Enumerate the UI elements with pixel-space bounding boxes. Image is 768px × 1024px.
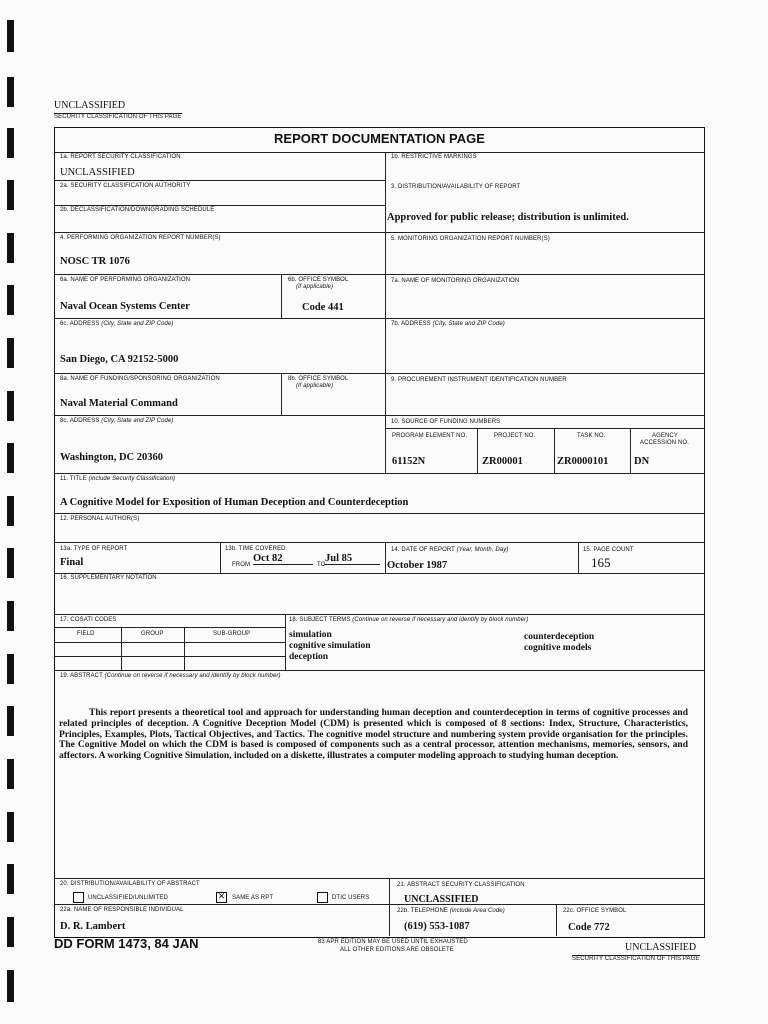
funding-org-name: Naval Material Command — [60, 398, 178, 409]
rule — [184, 627, 185, 670]
label-22b-text: 22b. TELEPHONE — [397, 908, 448, 914]
rule — [55, 573, 704, 574]
report-security-classification: UNCLASSIFIED — [60, 167, 135, 178]
label-3: 3. DISTRIBUTION/AVAILABILITY OF REPORT — [391, 184, 521, 190]
rule — [55, 627, 285, 628]
subject-term: deception — [289, 652, 329, 662]
rule — [630, 428, 631, 473]
time-covered-to: Jul 85 — [325, 553, 380, 565]
binding-mark — [7, 601, 14, 631]
responsible-individual: D. R. Lambert — [60, 921, 126, 932]
rule — [55, 656, 285, 657]
option-same-as-rpt: SAME AS RPT — [232, 895, 274, 901]
label-6a: 6a. NAME OF PERFORMING ORGANIZATION — [60, 277, 191, 283]
bottom-classification: UNCLASSIFIED — [625, 942, 697, 953]
subject-terms-right — [524, 632, 594, 654]
binding-mark — [7, 128, 14, 158]
label-8b: 8b. OFFICE SYMBOL — [288, 376, 349, 382]
label-8c — [60, 418, 174, 424]
binding-mark — [7, 812, 14, 842]
label-7b — [391, 321, 505, 327]
top-classification-caption: SECURITY CLASSIFICATION OF THIS PAGE — [54, 114, 182, 120]
col-group: GROUP — [141, 631, 164, 637]
label-13a: 13a. TYPE OF REPORT — [60, 546, 128, 552]
distribution-statement: Approved for public release; distribution is unlimited. — [387, 212, 629, 223]
form-title: REPORT DOCUMENTATION PAGE — [274, 131, 485, 146]
rule — [121, 627, 122, 670]
edition-note-2: ALL OTHER EDITIONS ARE OBSOLETE — [340, 947, 454, 953]
binding-mark — [7, 338, 14, 368]
form-frame — [54, 127, 705, 938]
rule — [578, 542, 579, 573]
funding-org-address: Washington, DC 20360 — [60, 452, 163, 463]
rule — [55, 642, 285, 643]
page-count: 165 — [591, 555, 611, 570]
performing-org-name: Naval Ocean Systems Center — [60, 301, 190, 312]
binding-mark — [7, 285, 14, 315]
binding-mark — [7, 391, 14, 421]
binding-mark — [7, 496, 14, 526]
report-type: Final — [60, 557, 84, 568]
rule — [55, 614, 704, 615]
form-number: DD FORM 1473, 84 JAN — [54, 936, 199, 951]
label-8c-sub: (City, State and ZIP Code) — [101, 418, 174, 424]
rule — [55, 904, 704, 905]
label-4: 4. PERFORMING ORGANIZATION REPORT NUMBER(S) — [60, 235, 221, 241]
label-1b: 1b. RESTRICTIVE MARKINGS — [391, 154, 477, 160]
abstract-text: This report presents a theoretical tool and approach for understanding human deception and counterdeception in terms of cognitive processes and related principles of deception. A Cognitive Deception Model (CDM) is presented which is composed of 8 sections: Index, Structure, Characteristics, Principles, Examples, Plots, Tactical Objectives, and Tactics. The cognitive model structure and numbering system provide organisation for the principles. The Cognitive Model on which the CDM is based is composed of components such as a central processor, attention mechanisms, memories, sensors, and affectors. A working Cognitive Simulation, included on a diskette, illustrates a computer modeling approach to studying human deception. — [59, 708, 688, 762]
col-task-no: TASK NO. — [577, 433, 606, 439]
office-symbol-22c: Code 772 — [568, 922, 610, 933]
label-8c-text: 8c. ADDRESS — [60, 418, 100, 424]
subject-term: cognitive models — [524, 643, 592, 653]
label-14-text: 14. DATE OF REPORT — [391, 547, 455, 553]
rule — [386, 428, 704, 429]
label-11 — [60, 476, 175, 482]
abstract-security-classification: UNCLASSIFIED — [404, 894, 479, 905]
label-18 — [289, 617, 528, 623]
label-14 — [391, 547, 508, 553]
top-classification: UNCLASSIFIED — [54, 100, 126, 111]
label-8a: 8a. NAME OF FUNDING/SPONSORING ORGANIZATION — [60, 376, 220, 382]
rule — [285, 614, 286, 670]
binding-mark — [7, 77, 14, 107]
label-22b-sub: (include Area Code) — [449, 908, 505, 914]
binding-mark — [7, 548, 14, 578]
binding-mark — [7, 970, 14, 1002]
unclassified-unlimited-checkbox[interactable] — [73, 892, 84, 903]
label-7a: 7a. NAME OF MONITORING ORGANIZATION — [391, 278, 520, 284]
rule — [55, 415, 704, 416]
rule — [55, 473, 704, 474]
rule — [385, 152, 386, 473]
rule — [556, 904, 557, 936]
label-6c — [60, 321, 174, 327]
performing-org-address: San Diego, CA 92152-5000 — [60, 354, 179, 365]
binding-mark — [7, 20, 14, 52]
label-2a: 2a. SECURITY CLASSIFICATION AUTHORITY — [60, 183, 191, 189]
subject-term: cognitive simulation — [289, 641, 371, 651]
program-element-no: 61152N — [392, 456, 426, 467]
rule — [55, 542, 704, 543]
label-2b: 2b. DECLASSIFICATION/DOWNGRADING SCHEDULE — [60, 207, 215, 213]
label-6c-sub: (City, State and ZIP Code) — [101, 321, 174, 327]
label-7b-sub: (City, State and ZIP Code) — [432, 321, 505, 327]
binding-mark — [7, 864, 14, 894]
binding-mark — [7, 759, 14, 789]
label-19-sub: (Continue on reverse if necessary and identify by block number) — [104, 673, 281, 679]
label-13b: 13b. TIME COVERED — [225, 546, 286, 552]
rule — [554, 428, 555, 473]
label-22b — [397, 908, 505, 914]
col-accession-no: ACCESSION NO. — [640, 440, 689, 446]
performing-org-report-number: NOSC TR 1076 — [60, 256, 130, 267]
rule — [55, 232, 704, 233]
binding-mark — [7, 180, 14, 210]
project-no: ZR00001 — [482, 456, 523, 467]
report-title: A Cognitive Model for Exposition of Human Deception and Counterdeception — [60, 497, 409, 508]
label-20: 20. DISTRIBUTION/AVAILABILITY OF ABSTRACT — [60, 881, 200, 887]
report-date: October 1987 — [387, 560, 448, 571]
col-agency: AGENCY — [652, 433, 678, 439]
bottom-classification-caption: SECURITY CLASSIFICATION OF THIS PAGE — [572, 956, 700, 962]
label-14-sub: (Year, Month, Day) — [456, 547, 509, 553]
option-unclassified-unlimited: UNCLASSIFIED/UNLIMITED — [88, 895, 168, 901]
rule — [281, 373, 282, 415]
label-19 — [60, 673, 281, 679]
binding-mark — [7, 654, 14, 684]
time-covered-from: Oct 82 — [253, 553, 313, 565]
col-subgroup: SUB-GROUP — [213, 631, 251, 637]
edition-note-1: 83 APR EDITION MAY BE USED UNTIL EXHAUSTED — [318, 939, 468, 945]
label-21: 21. ABSTRACT SECURITY CLASSIFICATION — [397, 882, 525, 888]
subject-terms-left — [289, 630, 371, 663]
subject-term: simulation — [289, 630, 332, 640]
binding-mark — [7, 443, 14, 473]
rule — [55, 152, 704, 153]
rule — [55, 205, 386, 206]
label-12: 12. PERSONAL AUTHOR(S) — [60, 516, 140, 522]
dtic-users-checkbox[interactable] — [317, 892, 328, 903]
label-19-text: 19. ABSTRACT — [60, 673, 103, 679]
col-project-no: PROJECT NO. — [494, 433, 536, 439]
rule — [55, 274, 704, 275]
label-18-text: 18. SUBJECT TERMS — [289, 617, 351, 623]
label-6c-text: 6c. ADDRESS — [60, 321, 100, 327]
label-10: 10. SOURCE OF FUNDING NUMBERS — [391, 419, 501, 425]
task-no: ZR0000101 — [557, 456, 609, 467]
binding-mark — [7, 233, 14, 263]
label-7b-text: 7b. ADDRESS — [391, 321, 431, 327]
rule — [55, 180, 386, 181]
rule — [55, 878, 704, 879]
subject-term: counterdeception — [524, 632, 595, 642]
same-as-rpt-checkbox[interactable]: ✕ — [217, 892, 226, 902]
label-11-text: 11. TITLE — [60, 476, 87, 482]
rule — [385, 542, 386, 573]
col-field: FIELD — [77, 631, 95, 637]
rule — [220, 542, 221, 573]
label-22a: 22a. NAME OF RESPONSIBLE INDIVIDUAL — [60, 907, 184, 913]
rule — [477, 428, 478, 473]
rule — [55, 513, 704, 514]
label-8b-sub: (if applicable) — [296, 383, 334, 389]
label-5: 5. MONITORING ORGANIZATION REPORT NUMBER(S) — [391, 236, 550, 242]
label-22c: 22c. OFFICE SYMBOL — [563, 908, 627, 914]
rule — [55, 670, 704, 671]
binding-mark — [7, 917, 14, 947]
performing-office-symbol: Code 441 — [302, 302, 344, 313]
label-9: 9. PROCUREMENT INSTRUMENT IDENTIFICATION NUMBER — [391, 377, 567, 383]
agency-accession-no: DN — [634, 456, 650, 467]
telephone: (619) 553-1087 — [404, 921, 470, 932]
label-1a: 1a. REPORT SECURITY CLASSIFICATION — [60, 154, 181, 160]
rule — [281, 274, 282, 318]
label-6b-sub: (if applicable) — [296, 284, 334, 290]
rule — [55, 318, 704, 319]
col-program-element: PROGRAM ELEMENT NO. — [392, 433, 468, 439]
binding-mark — [7, 706, 14, 736]
rule — [389, 878, 390, 936]
label-to: TO — [317, 562, 326, 568]
label-18-sub: (Continue on reverse if necessary and identify by block number) — [352, 617, 529, 623]
label-from: FROM — [232, 562, 251, 568]
label-6b: 6b. OFFICE SYMBOL — [288, 277, 349, 283]
label-15: 15. PAGE COUNT — [583, 547, 634, 553]
label-17: 17. COSATI CODES — [60, 617, 117, 623]
option-dtic-users: DTIC USERS — [332, 895, 370, 901]
label-11-sub: (include Security Classification) — [88, 476, 176, 482]
rule — [55, 373, 704, 374]
label-16: 16. SUPPLEMENTARY NOTATION — [60, 575, 157, 581]
